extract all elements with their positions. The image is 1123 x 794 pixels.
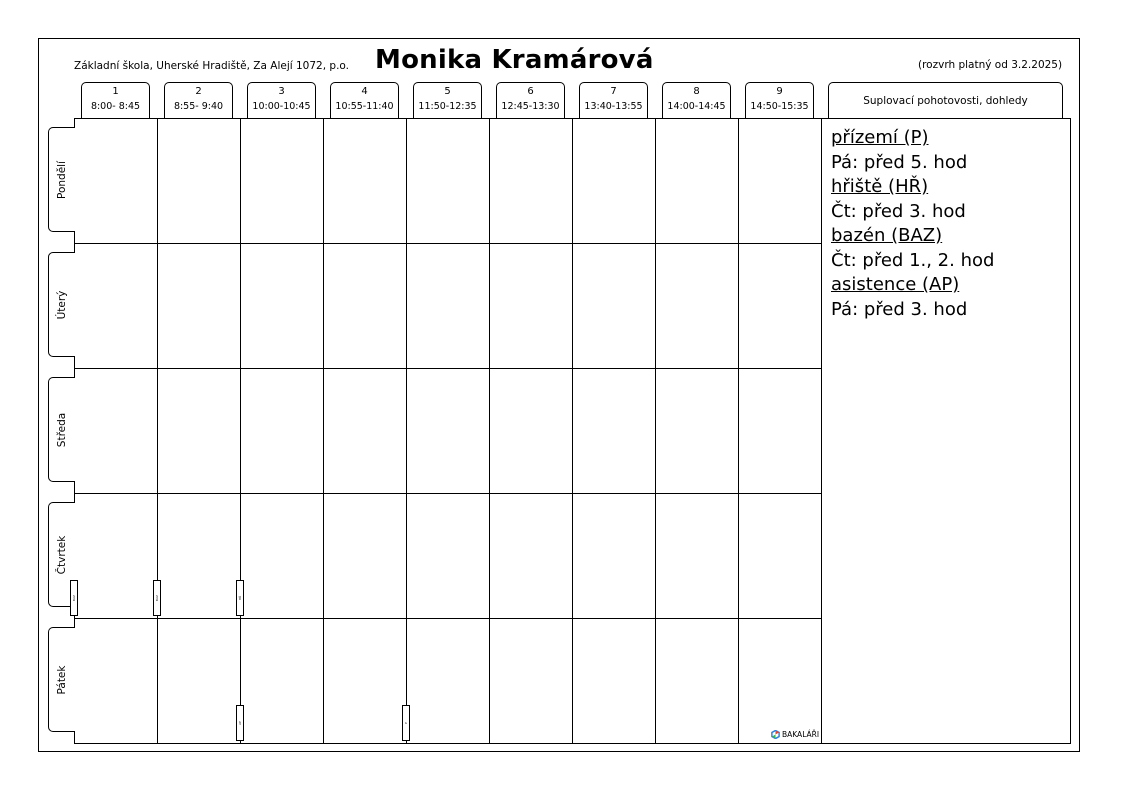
period-header-9 (745, 82, 814, 119)
grid-column-divider (323, 119, 324, 743)
supervision-place: bazén (BAZ) (831, 225, 943, 246)
grid-row-divider (75, 243, 821, 244)
supervision-time: Čt: před 1., 2. hod (831, 249, 995, 271)
period-number: 2 (195, 86, 202, 97)
day-label: Úterý (56, 290, 68, 319)
duty-marker-fri-p5: P (402, 705, 410, 741)
period-time: 13:40-13:55 (584, 101, 643, 112)
period-number: 6 (527, 86, 534, 97)
supervision-place: asistence (AP) (831, 274, 960, 295)
supervision-time: Pá: před 5. hod (831, 151, 968, 173)
period-header-4 (330, 82, 399, 119)
grid-column-divider (572, 119, 573, 743)
duty-connector-line (240, 618, 241, 705)
day-tab-friday (48, 627, 75, 732)
duty-marker-thu-p1: BAZ (70, 580, 78, 616)
grid-column-divider (738, 119, 739, 743)
period-header-1 (81, 82, 150, 119)
day-label: Pátek (56, 665, 68, 694)
period-number: 5 (444, 86, 451, 97)
period-time: 10:55-11:40 (335, 101, 394, 112)
period-header-3 (247, 82, 316, 119)
period-header-8 (662, 82, 731, 119)
day-label: Čtvrtek (56, 535, 68, 574)
grid-column-divider (489, 119, 490, 743)
grid-column-divider (157, 119, 158, 743)
bakalari-logo (771, 730, 819, 739)
validity-note: (rozvrh platný od 3.2.2025) (918, 59, 1063, 71)
day-label: Pondělí (56, 160, 68, 199)
supervision-list (821, 118, 1071, 744)
supervision-time: Pá: před 3. hod (831, 298, 968, 320)
supplementary-header: Suplovací pohotovosti, dohledy (828, 82, 1063, 119)
supervision-time: Čt: před 3. hod (831, 200, 966, 222)
period-time: 8:00- 8:45 (90, 101, 141, 112)
timetable-grid (74, 118, 822, 744)
period-time: 10:00-10:45 (252, 101, 311, 112)
grid-row-divider (75, 368, 821, 369)
period-number: 4 (361, 86, 368, 97)
duty-marker-thu-p3: HŘ (236, 580, 244, 616)
school-name: Základní škola, Uherské Hradiště, Za Alejí 1072, p.o. (74, 60, 349, 72)
period-number: 8 (693, 86, 700, 97)
duty-connector-line (406, 618, 407, 705)
period-time: 11:50-12:35 (418, 101, 477, 112)
day-tab-wednesday (48, 377, 75, 482)
day-tab-tuesday (48, 252, 75, 357)
day-tab-monday (48, 127, 75, 232)
period-number: 3 (278, 86, 285, 97)
period-header-2 (164, 82, 233, 119)
period-time: 14:00-14:45 (667, 101, 726, 112)
period-header-5 (413, 82, 482, 119)
bakalari-logo-icon (771, 730, 780, 739)
duty-marker-thu-p2: BAZ (153, 580, 161, 616)
teacher-name-title: Monika Kramárová (375, 45, 654, 75)
period-time: 14:50-15:35 (750, 101, 809, 112)
day-label: Středa (56, 412, 68, 447)
period-number: 1 (112, 86, 119, 97)
period-time: 8:55- 9:40 (173, 101, 224, 112)
logo-text: BAKALÁŘI (782, 730, 820, 739)
grid-row-divider (75, 493, 821, 494)
grid-column-divider (655, 119, 656, 743)
period-header-7 (579, 82, 648, 119)
supervision-place: přízemí (P) (831, 127, 929, 148)
period-header-6 (496, 82, 565, 119)
period-number: 9 (776, 86, 783, 97)
period-time: 12:45-13:30 (501, 101, 560, 112)
period-number: 7 (610, 86, 617, 97)
supervision-place: hřiště (HŘ) (831, 176, 929, 197)
grid-row-divider (75, 618, 821, 619)
duty-marker-fri-p3: AP (236, 705, 244, 741)
